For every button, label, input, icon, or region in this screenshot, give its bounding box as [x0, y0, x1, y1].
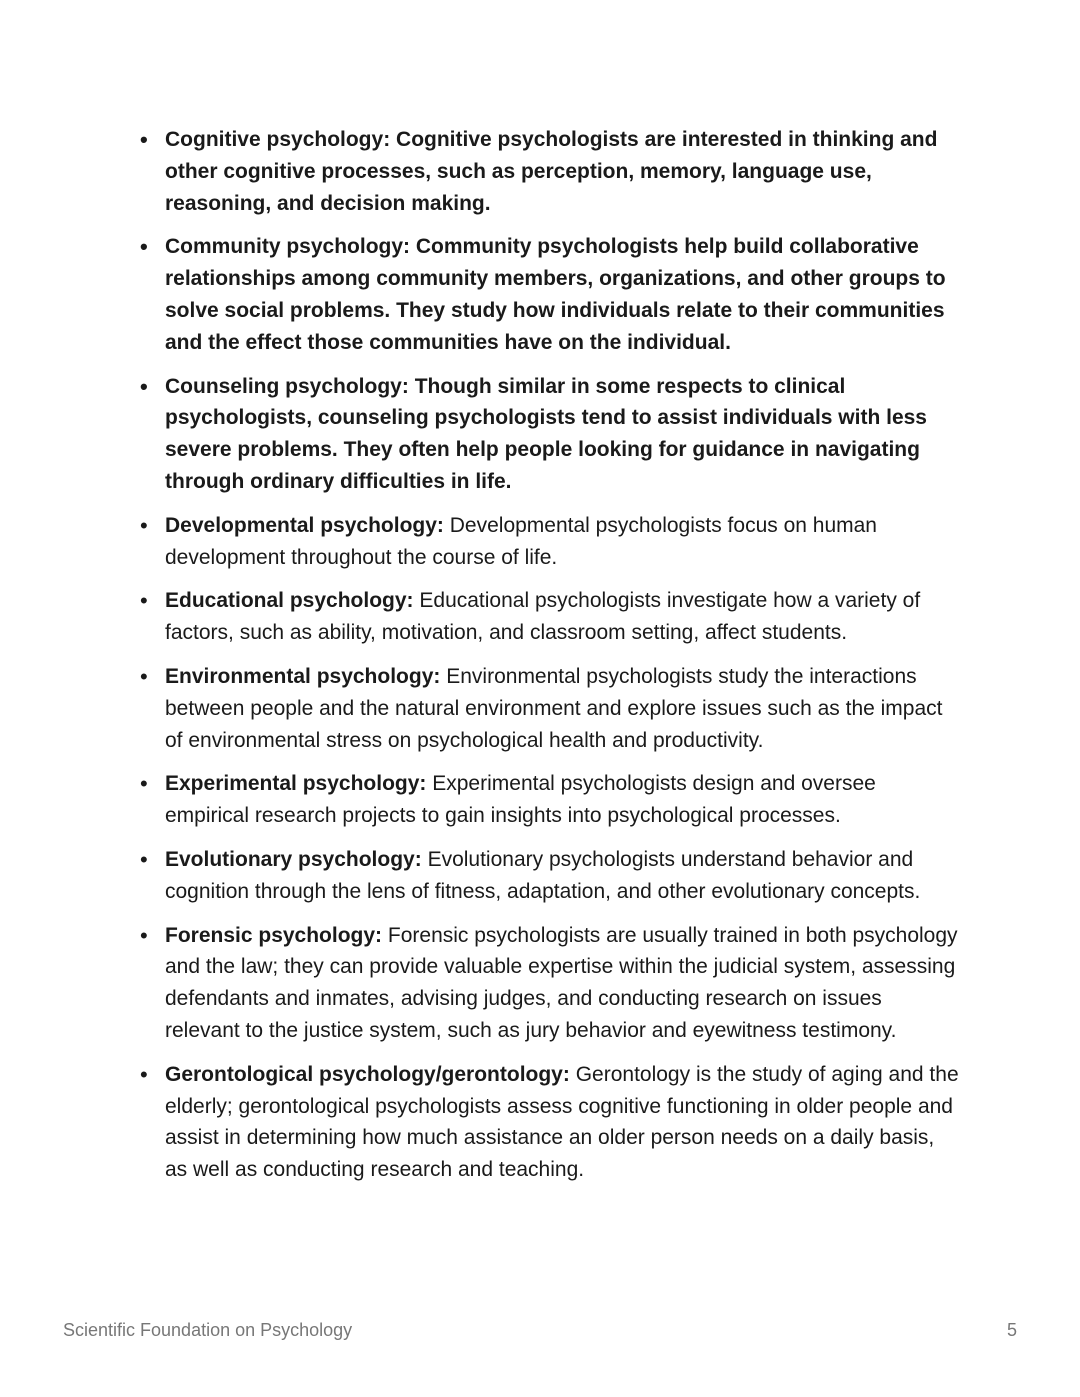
entry-description: Experimental psychologists design and oversee empirical research projects to gain insights into psychological processes. — [165, 772, 876, 828]
bullet-icon: • — [140, 771, 148, 797]
entry-term: Counseling psychology: — [165, 374, 409, 398]
entry-term: Educational psychology: — [165, 589, 414, 613]
bullet-icon: • — [140, 663, 148, 689]
bullet-icon: • — [140, 512, 148, 538]
bullet-icon: • — [140, 373, 148, 399]
bullet-icon: • — [140, 846, 148, 872]
entry-description: Educational psychologists investigate how a variety of factors, such as ability, motivation, and classroom setting, affect students. — [165, 589, 921, 645]
entry-description: Environmental psychologists study the interactions between people and the natural environment and explore issues such as the impact of environmental stress on psychological health and productivity. — [165, 664, 943, 752]
list-item — [0, 920, 1080, 1047]
entry-term: Forensic psychology: — [165, 923, 383, 947]
bullet-icon: • — [140, 1061, 148, 1087]
list-item — [0, 124, 1080, 219]
entry-term: Gerontological psychology/gerontology: — [165, 1062, 570, 1086]
bullet-icon: • — [140, 588, 148, 614]
list-item — [0, 585, 1080, 649]
entry-term: Community psychology: — [165, 235, 411, 259]
bullet-icon: • — [140, 234, 148, 260]
entry-description: Community psychologists help build collaborative relationships among community members, organizations, and other groups to solve social problems. They study how individuals relate to their communities and the effect those communities have on the individual. — [165, 235, 946, 354]
entry-description: Developmental psychologists focus on human development throughout the course of life. — [165, 513, 877, 569]
list-item — [0, 661, 1080, 756]
list-item — [0, 371, 1080, 498]
entry-term: Experimental psychology: — [165, 772, 427, 796]
psychology-fields-list — [0, 124, 1080, 1198]
list-item — [0, 844, 1080, 908]
page-number: 5 — [1006, 1320, 1017, 1340]
entry-description: Though similar in some respects to clinical psychologists, counseling psychologists tend to assist individuals with less severe problems. They often help people looking for guidance in navigating through ordinary difficulties in life. — [165, 374, 927, 493]
list-item — [0, 510, 1080, 574]
entry-term: Environmental psychology: — [165, 664, 441, 688]
entry-description: Forensic psychologists are usually trained in both psychology and the law; they can provide valuable expertise within the judicial system, assessing defendants and inmates, advising judges, and conducting research on issues relevant to the justice system, such as jury behavior and eyewitness testimony. — [165, 923, 958, 1042]
list-item — [0, 1059, 1080, 1186]
entry-description: Evolutionary psychologists understand behavior and cognition through the lens of fitness, adaptation, and other evolutionary concepts. — [165, 847, 921, 903]
entry-description: Cognitive psychologists are interested in thinking and other cognitive processes, such as perception, memory, language use, reasoning, and decision making. — [165, 128, 938, 215]
entry-term: Evolutionary psychology: — [165, 847, 422, 871]
footer-document-title: Scientific Foundation on Psychology — [63, 1320, 353, 1340]
entry-term: Cognitive psychology: — [165, 128, 391, 151]
bullet-icon: • — [140, 922, 148, 948]
list-item — [0, 231, 1080, 358]
list-item — [0, 768, 1080, 832]
entry-description: Gerontology is the study of aging and the elderly; gerontological psychologists assess cognitive functioning in older people and assist in determining how much assistance an older person needs on a daily basis, as well as conducting research and teaching. — [165, 1062, 959, 1182]
entry-term: Developmental psychology: — [165, 513, 444, 537]
bullet-icon: • — [140, 127, 148, 152]
